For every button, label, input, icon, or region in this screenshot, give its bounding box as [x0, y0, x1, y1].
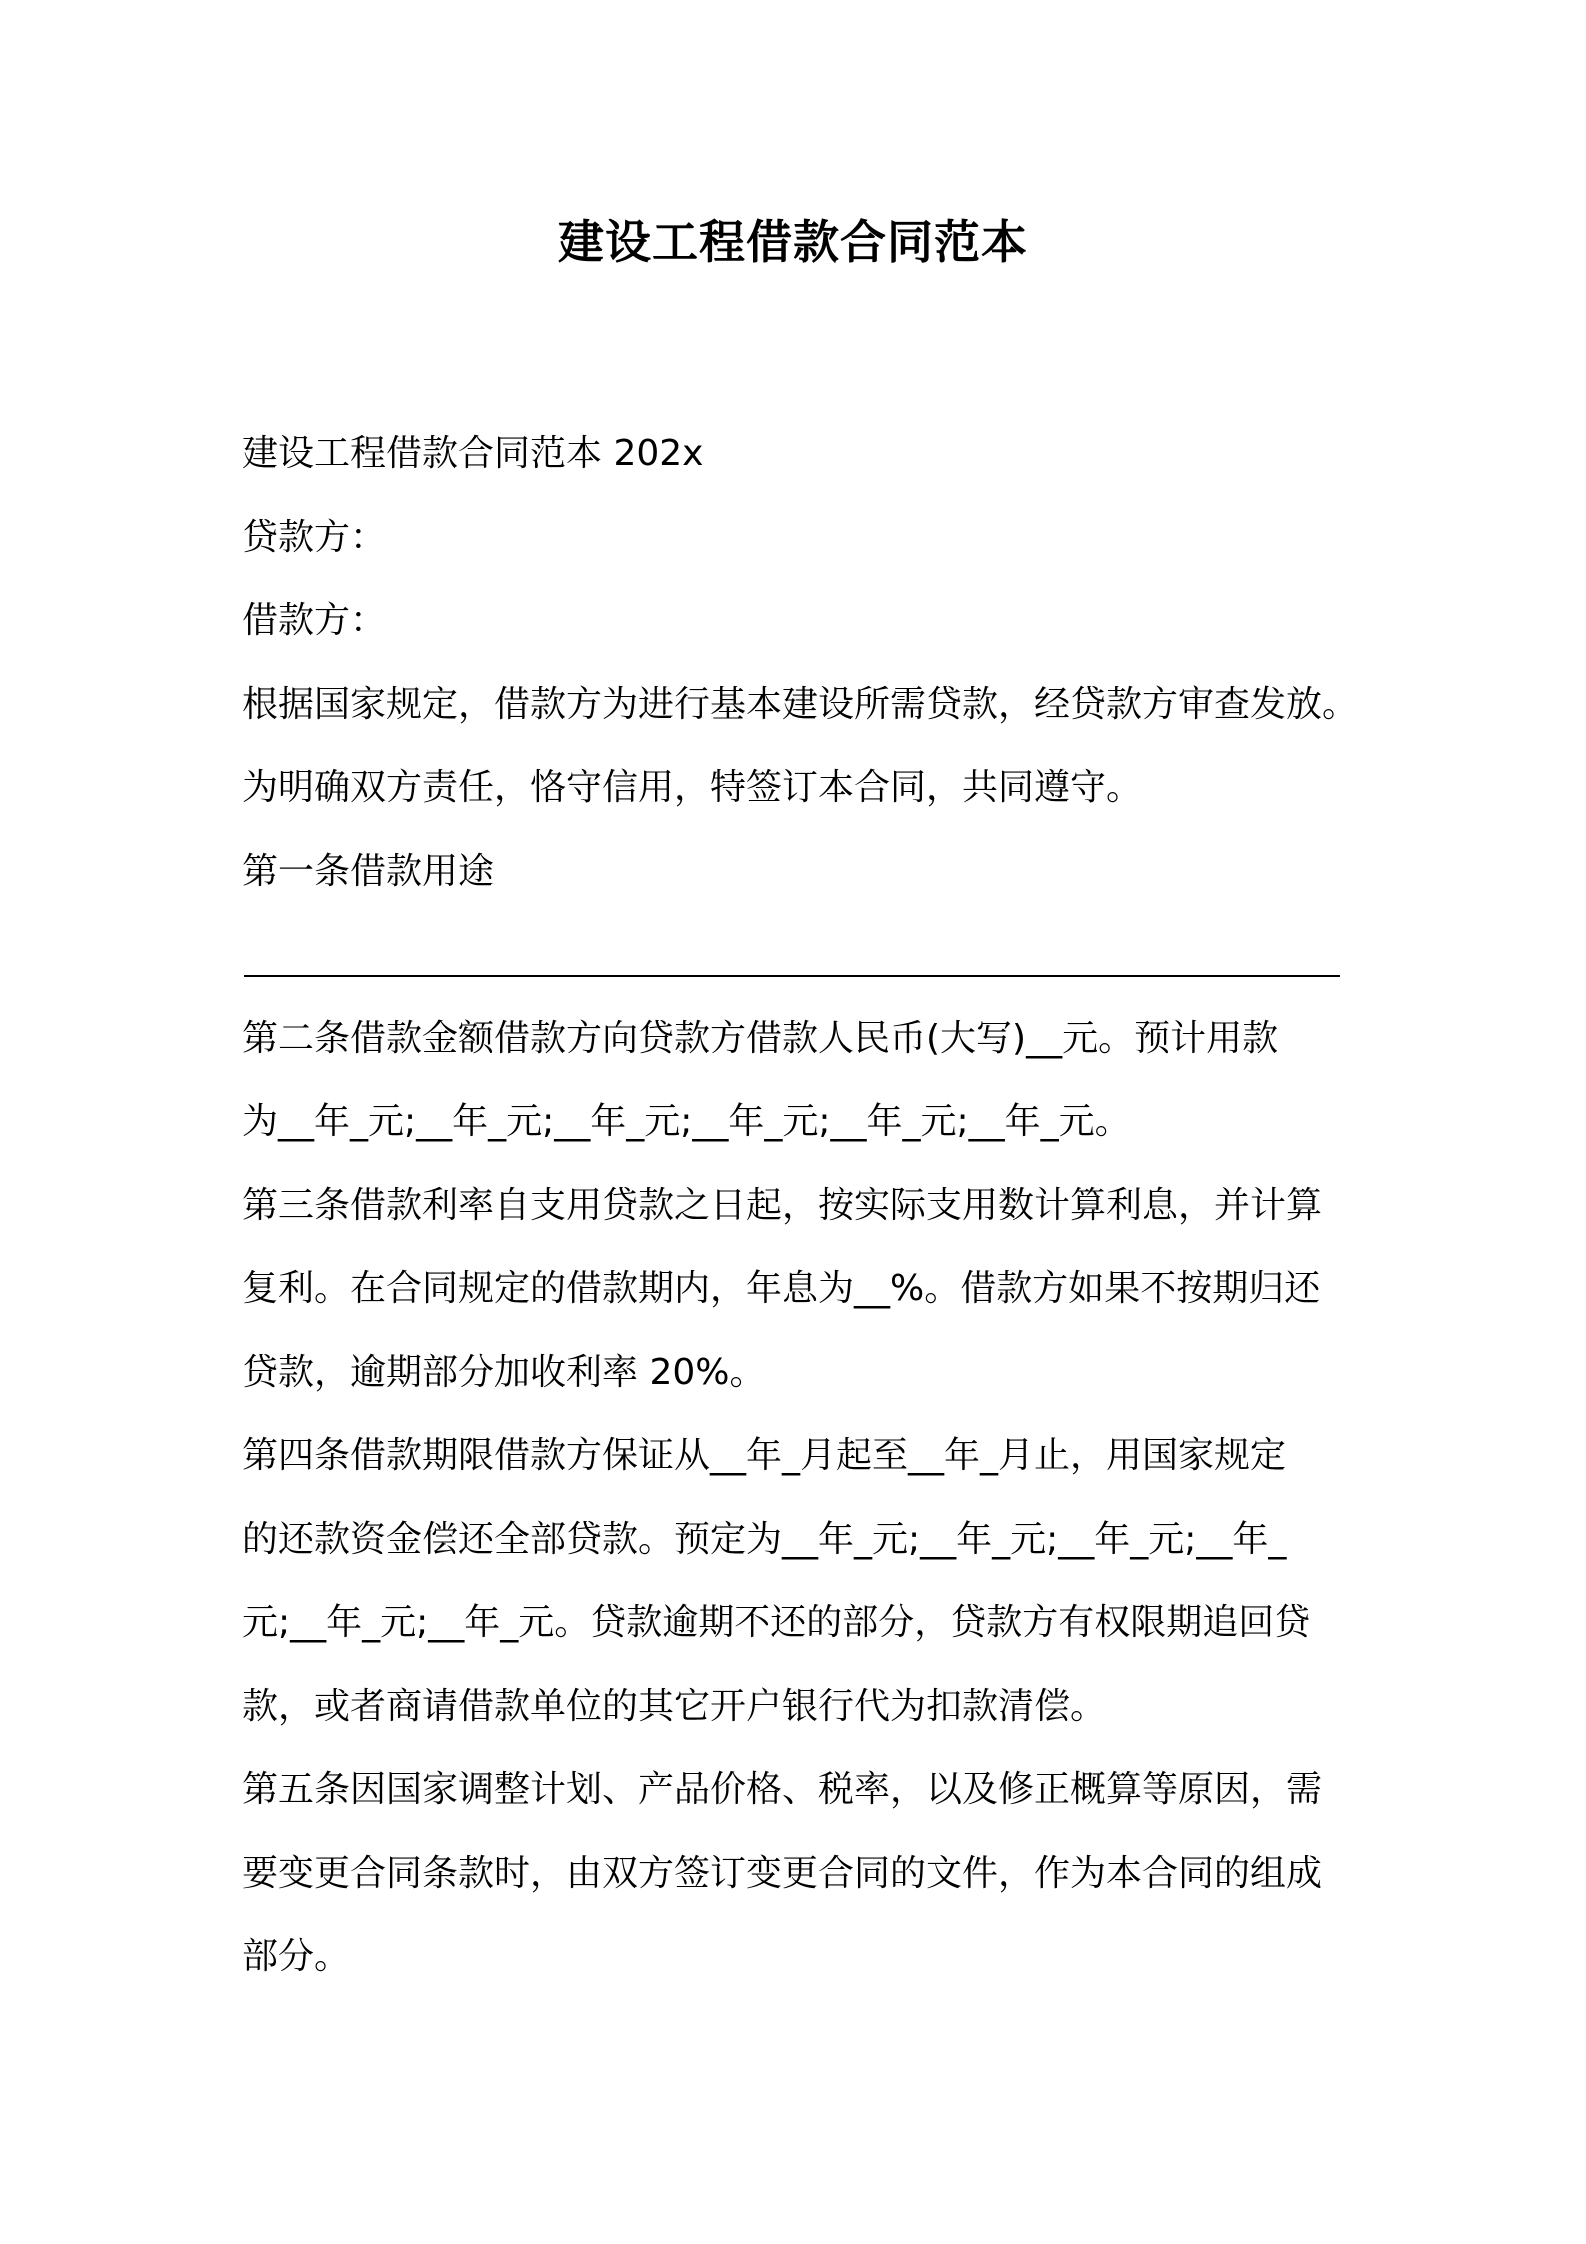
article-5-line-3: 部分。 [242, 1936, 351, 1977]
article-3-line-2: 复利。在合同规定的借款期内，年息为__%。借款方如果不按期归还 [242, 1268, 1321, 1309]
blank-fill-line [242, 913, 1352, 997]
article-4-line-2: 的还款资金偿还全部贷款。预定为__年_元;__年_元;__年_元;__年_ [242, 1518, 1287, 1560]
article-2-line-2: 为__年_元;__年_元;__年_元;__年_元;__年_元;__年_元。 [242, 1101, 1131, 1142]
article-4-line-1: 第四条借款期限借款方保证从__年_月起至__年_月止，用国家规定 [242, 1435, 1287, 1476]
article-3-line-1: 第三条借款利率自支用贷款之日起，按实际支用数计算利息，并计算 [242, 1184, 1323, 1226]
subtitle-line: 建设工程借款合同范本 202x [242, 433, 704, 474]
preamble-line-1: 根据国家规定，借款方为进行基本建设所需贷款，经贷款方审查发放。 [242, 683, 1359, 725]
document-body [242, 412, 1359, 1999]
article-5-line-2: 要变更合同条款时，由双方签订变更合同的文件，作为本合同的组成 [242, 1852, 1323, 1894]
article-3-line-3: 贷款，逾期部分加收利率 20%。 [242, 1351, 766, 1393]
article-5-line-1: 第五条因国家调整计划、产品价格、税率，以及修正概算等原因，需 [242, 1769, 1323, 1810]
article-1-heading: 第一条借款用途 [242, 850, 495, 892]
preamble-line-2: 为明确双方责任，恪守信用，特签订本合同，共同遵守。 [242, 767, 1143, 808]
article-4-line-3: 元;__年_元;__年_元。贷款逾期不还的部分，贷款方有权限期追回贷 [242, 1602, 1311, 1643]
article-4-line-4: 款，或者商请借款单位的其它开户银行代为扣款清偿。 [242, 1685, 1107, 1727]
borrower-line: 借款方： [242, 600, 387, 641]
document-title: 建设工程借款合同范本 [558, 215, 1028, 269]
article-2-line-1: 第二条借款金额借款方向贷款方借款人民币(大写)__元。预计用款 [242, 1017, 1279, 1059]
lender-line: 贷款方： [242, 516, 387, 558]
